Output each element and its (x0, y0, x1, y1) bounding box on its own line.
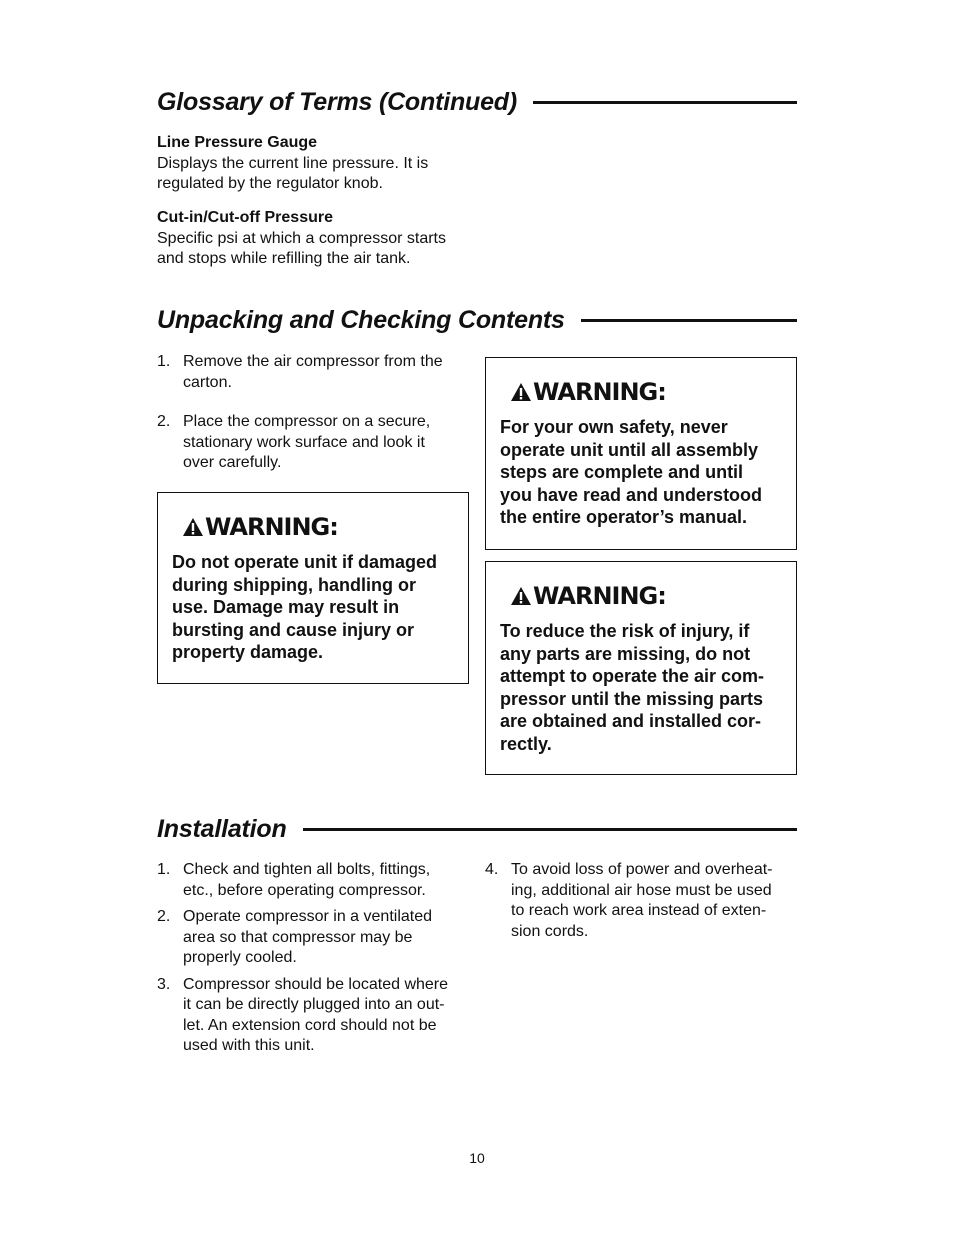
warning-triangle-icon (510, 586, 532, 606)
list-item (157, 860, 477, 901)
step-line: stationary work surface and look it (183, 433, 425, 451)
step-line: Compressor should be located where (183, 975, 449, 993)
step-line: etc., before operating compressor. (183, 881, 426, 899)
step-line: To avoid loss of power and overheat- (511, 861, 773, 878)
warning-box-safety (485, 357, 797, 550)
glossary-title: Glossary of Terms (Continued) (157, 88, 517, 116)
warning-line: Do not operate unit if damaged (172, 552, 438, 572)
warning-title-text: WARNING: (533, 378, 666, 406)
term-name: Cut-in/Cut-off Pressure (157, 209, 333, 226)
step-line: carton. (183, 373, 232, 391)
term-name: Line Pressure Gauge (157, 134, 318, 151)
step-number: 1. (157, 861, 171, 878)
warning-line: For your own safety, never (500, 417, 728, 437)
warning-box-damage (157, 492, 469, 684)
warning-line: use. Damage may result in (172, 597, 400, 617)
warning-triangle-icon (510, 382, 532, 402)
step-line: it can be directly plugged into an out- (183, 996, 445, 1013)
installation-steps-right (485, 860, 805, 942)
warning-line: during shipping, handling or (172, 574, 416, 595)
warning-line: To reduce the risk of injury, if (500, 621, 750, 641)
installation-title: Installation (157, 815, 287, 843)
unpacking-heading (157, 306, 797, 335)
step-number: 1. (157, 353, 171, 370)
step-number: 3. (157, 975, 171, 993)
warning-title (510, 378, 782, 406)
step-number: 2. (157, 413, 171, 430)
step-line: to reach work area instead of exten- (511, 902, 767, 919)
term-definition-line: and stops while refilling the air tank. (157, 250, 411, 267)
step-line: Operate compressor in a ventilated (183, 908, 433, 925)
list-item (157, 412, 477, 474)
step-line: Remove the air compressor from the (183, 353, 443, 370)
list-item (485, 860, 805, 942)
warning-line: operate unit until all assembly (500, 439, 759, 460)
warning-text (172, 551, 454, 664)
warning-line: are obtained and installed cor- (500, 711, 762, 731)
glossary-heading (157, 88, 797, 117)
unpacking-title: Unpacking and Checking Contents (157, 306, 565, 334)
warning-title (510, 582, 782, 610)
warning-line: you have read and understood (500, 484, 763, 505)
step-number: 2. (157, 908, 171, 925)
warning-title (182, 513, 454, 541)
glossary-term-cut-in-cut-off-pressure (157, 208, 487, 270)
warning-title-text: WARNING: (533, 582, 666, 610)
step-line: over carefully. (183, 454, 282, 471)
list-item (157, 907, 477, 969)
step-line: used with this unit. (183, 1037, 315, 1054)
step-line: area so that compressor may be (183, 928, 413, 946)
step-line: sion cords. (511, 922, 589, 940)
step-line: ing, additional air hose must be used (511, 881, 772, 899)
warning-title-text: WARNING: (205, 513, 338, 541)
glossary-term-line-pressure-gauge (157, 133, 487, 195)
heading-rule (533, 101, 797, 104)
warning-line: attempt to operate the air com- (500, 666, 765, 686)
step-line: Place the compressor on a secure, (183, 413, 431, 430)
term-definition-line: Displays the current line pressure. It is (157, 154, 429, 172)
unpacking-steps (157, 352, 477, 474)
warning-text (500, 620, 782, 755)
warning-line: steps are complete and until (500, 462, 744, 482)
page-number: 10 (469, 1150, 485, 1166)
heading-rule (581, 319, 797, 322)
installation-heading (157, 815, 797, 844)
installation-steps-left (157, 860, 477, 1057)
term-definition-line: regulated by the regulator knob. (157, 175, 383, 192)
term-definition-line: Specific psi at which a compressor starts (157, 229, 446, 247)
warning-line: property damage. (172, 642, 324, 662)
list-item (157, 975, 477, 1057)
warning-box-missing-parts (485, 561, 797, 775)
heading-rule (303, 828, 797, 831)
warning-line: any parts are missing, do not (500, 643, 751, 664)
warning-line: bursting and cause injury or (172, 619, 415, 640)
step-line: properly cooled. (183, 949, 297, 966)
list-item (157, 352, 477, 393)
step-number: 4. (485, 861, 499, 878)
warning-text (500, 416, 782, 529)
warning-line: pressor until the missing parts (500, 688, 764, 709)
warning-line: the entire operator’s manual. (500, 507, 748, 527)
step-line: Check and tighten all bolts, fittings, (183, 861, 431, 878)
step-line: let. An extension cord should not be (183, 1016, 437, 1034)
warning-line: rectly. (500, 733, 552, 754)
warning-triangle-icon (182, 517, 204, 537)
